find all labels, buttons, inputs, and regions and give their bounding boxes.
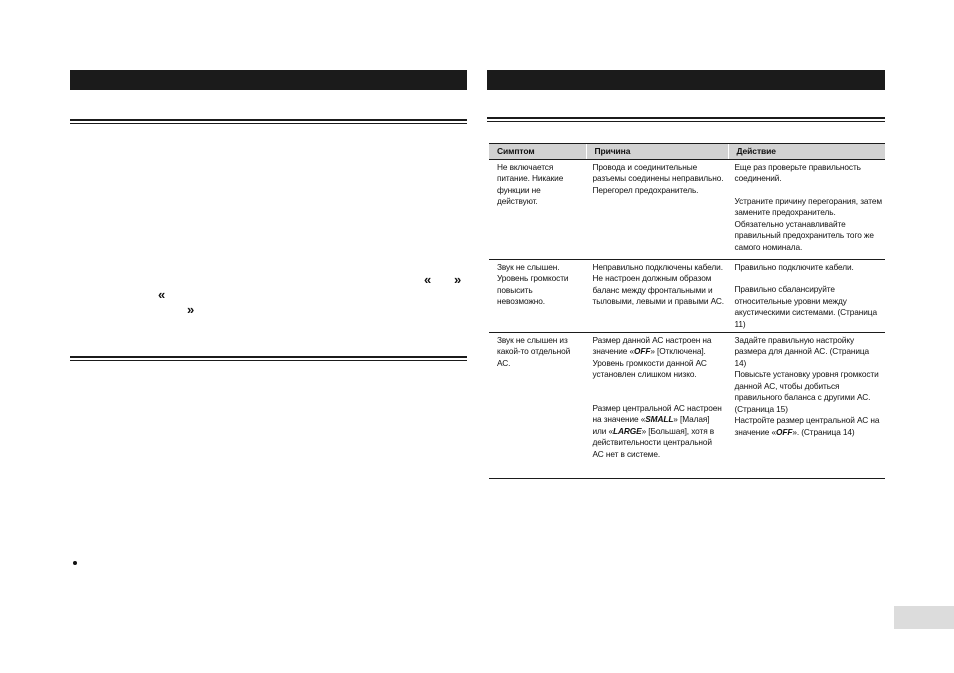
cause-cell [586,259,728,332]
quote-close-glyph: » [454,272,462,287]
symptom-cell [489,259,586,332]
column-header-symptom: Симптом [489,144,586,160]
action-text: Повысьте установку уровня громкости данной АС, чтобы добиться правильного баланса с другими АС. (Страница 15) [734,369,879,414]
table-row [489,259,885,332]
action-text: Настройте размер центральной АС на значение «OFF». (Страница 14) [734,415,880,437]
cause-text: Размер данной АС настроен на значение «OFF» [Отключена]. [592,334,712,356]
action-cell [728,159,885,259]
right-section-header-bar [487,70,885,90]
cause-cell [586,159,728,259]
troubleshooting-table [489,143,885,479]
table-row [489,159,885,259]
column-header-action: Действие [728,144,885,160]
symptom-text: Не включается питание. Никакие функции не действуют. [497,161,564,206]
left-subsection-rule [70,119,467,124]
action-cell [728,259,885,332]
quote-open-glyph: « [158,287,166,302]
cause-text: Не настроен должным образом баланс между фронтальными и тыловыми, левыми и правыми АС. [592,273,724,306]
symptom-cell [489,332,586,478]
bullet-icon [73,561,77,565]
left-section-rule [70,356,467,361]
symptom-cell [489,159,586,259]
symptom-text: Звук не слышен из какой-то отдельной АС. [497,334,571,368]
symptom-text: Звук не слышен. Уровень громкости повысить невозможно. [497,261,569,306]
table-row [489,332,885,478]
action-text: Задайте правильную настройку размера для данной АС. (Страница 14) [734,334,870,368]
page-number-tab [894,606,954,629]
cause-text: Неправильно подключены кабели. [592,261,723,272]
action-cell [728,332,885,478]
right-subsection-rule [487,117,885,122]
action-text: Правильно подключите кабели. [734,261,854,272]
quote-close-glyph: » [187,302,195,317]
cause-text: Перегорел предохранитель. [592,184,699,195]
cause-cell [586,332,728,478]
cause-text: Размер центральной АС настроен на значение «SMALL» [Малая] или «LARGE» [Большая], хотя в действительности центральной АС нет в системе. [592,402,722,459]
action-text: Устраните причину перегорания, затем замените предохранитель. Обязательно устанавливайте правильный предохранитель того же самого номинала. [734,195,882,252]
cause-text: Уровень громкости данной АС установлен слишком низко. [592,357,707,379]
column-header-cause: Причина [586,144,728,160]
cause-text: Провода и соединительные разъемы соединены неправильно. [592,161,724,183]
quote-open-glyph: « [424,272,432,287]
action-text: Еще раз проверьте правильность соединений. [734,161,861,183]
left-section-header-bar [70,70,467,90]
table-header-row [489,144,885,160]
action-text: Правильно сбалансируйте относительные уровни между акустическими системами. (Страница 11) [734,284,877,329]
